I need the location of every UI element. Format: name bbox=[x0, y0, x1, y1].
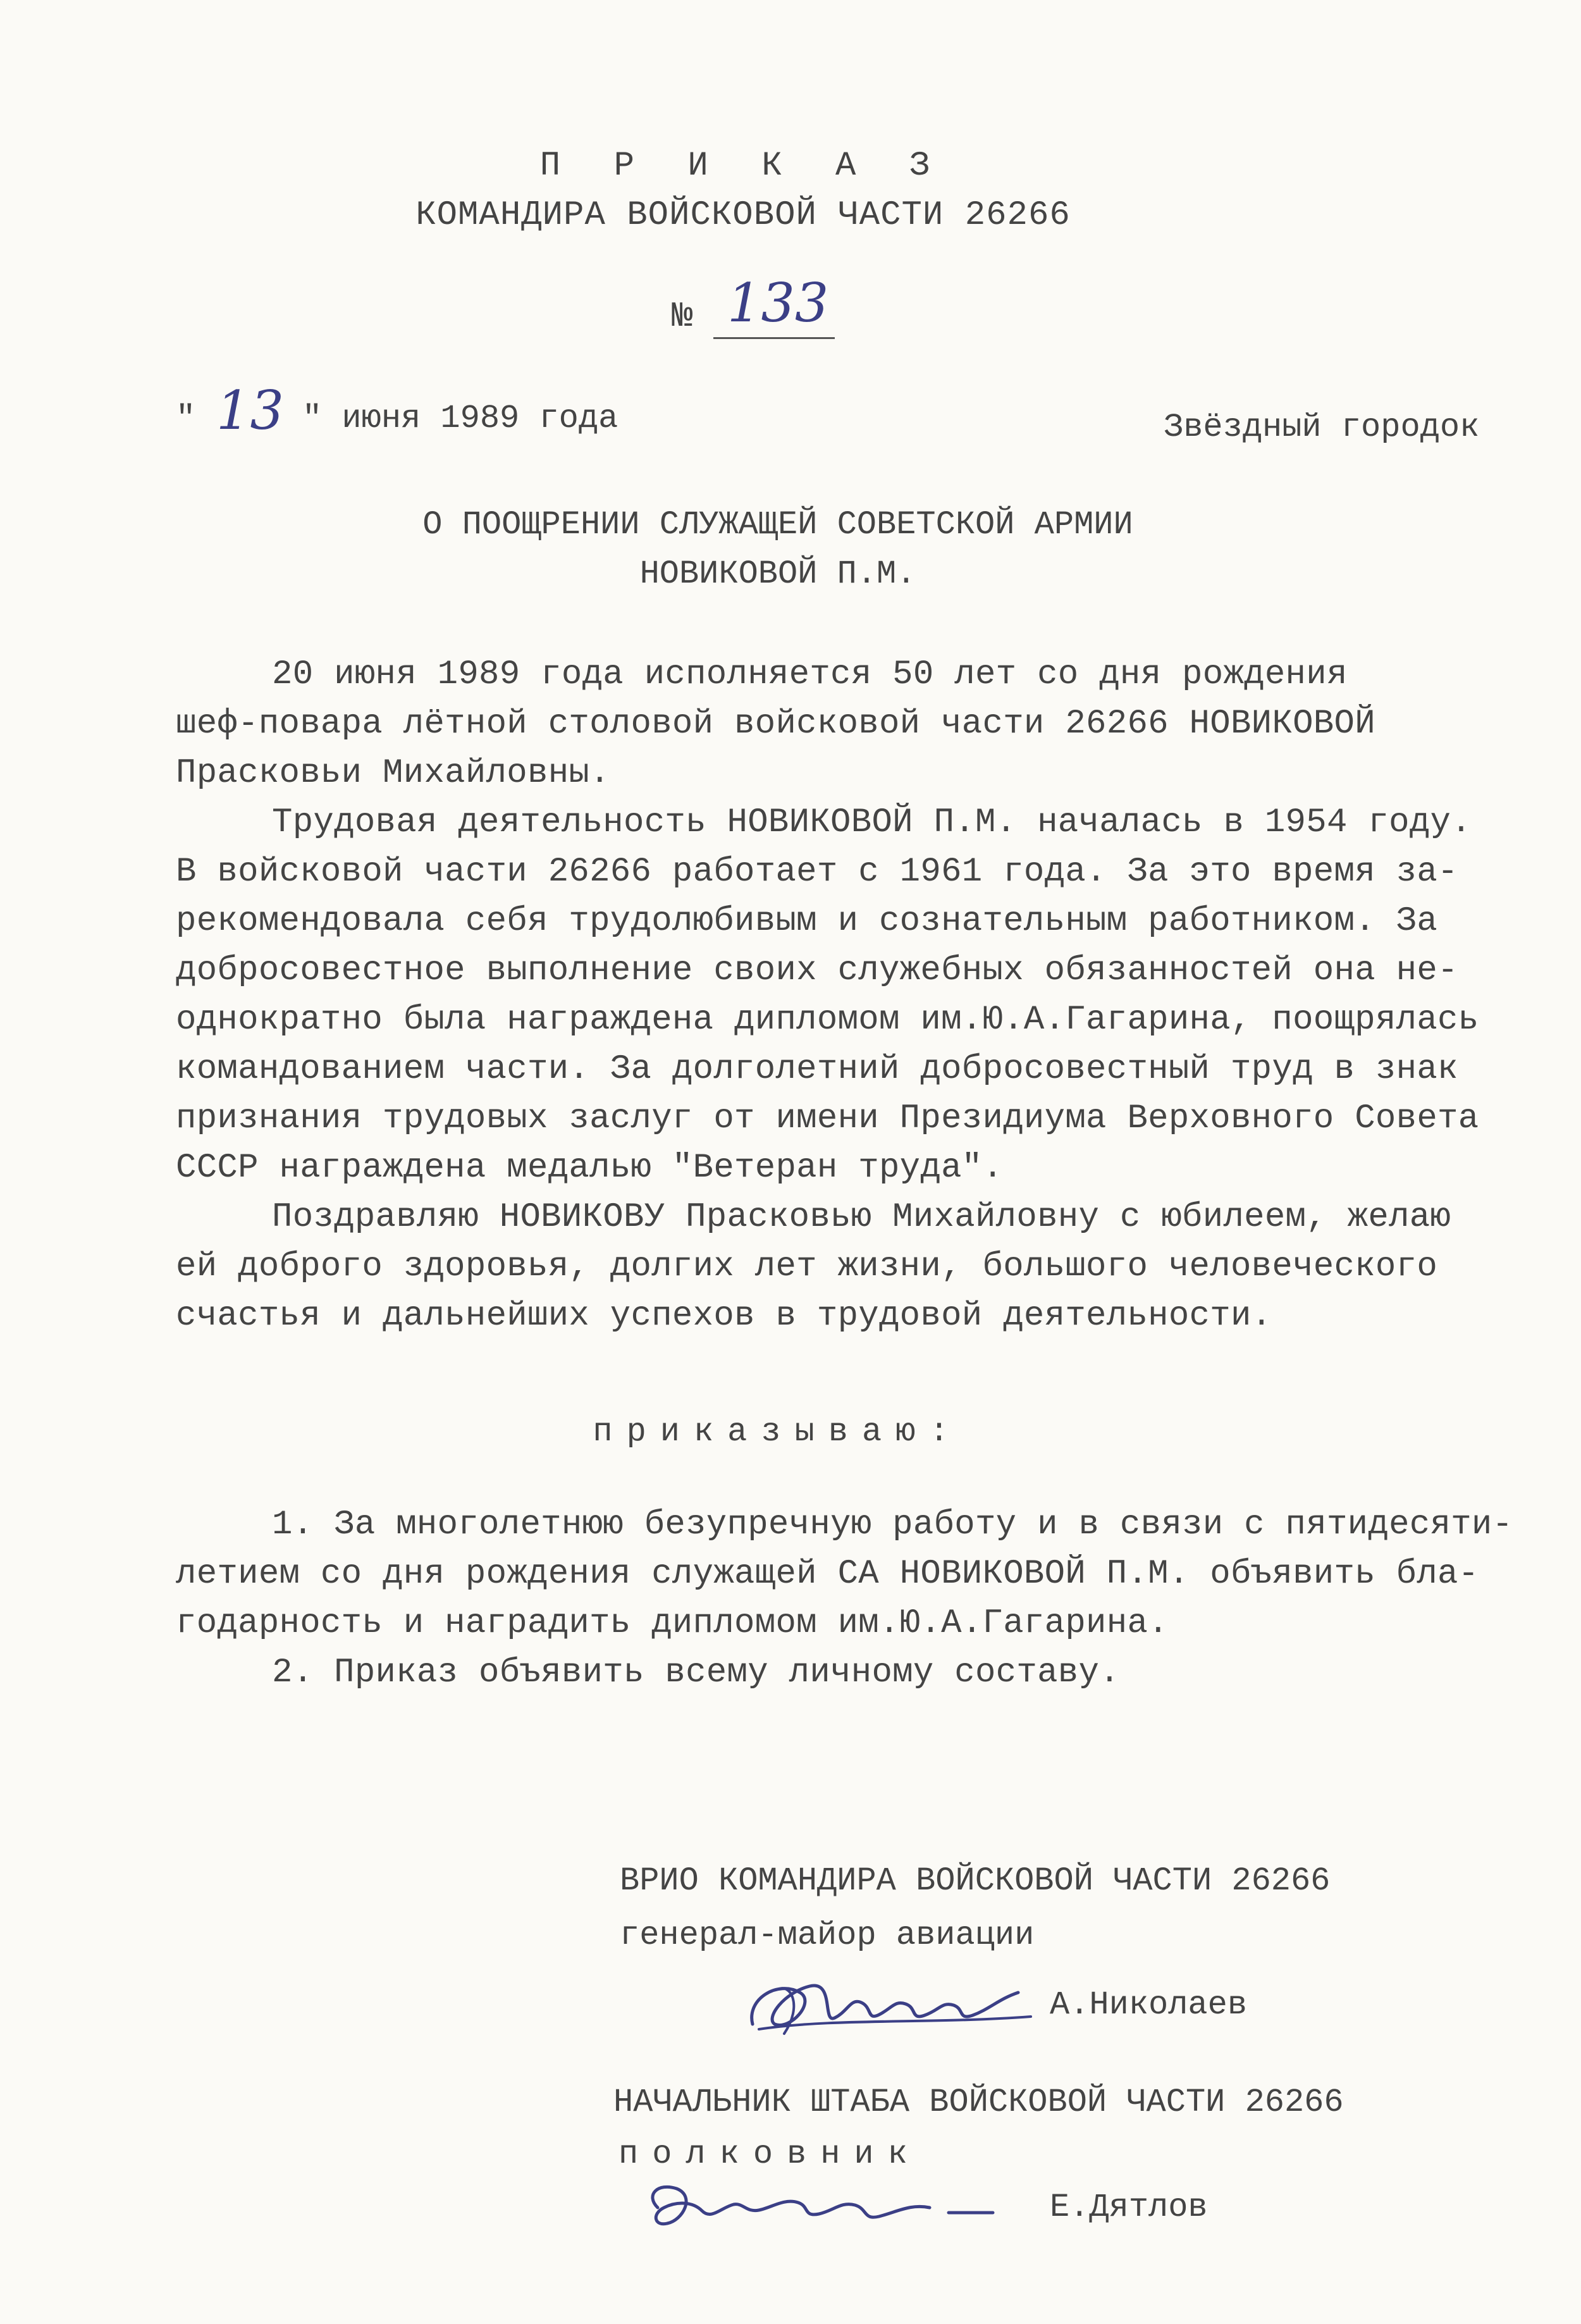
body-line: 20 июня 1989 года исполняется 50 лет со дня рождения bbox=[272, 655, 1348, 694]
order-item-line: 1. За многолетнюю безупречную работу и в связи с пятидесяти- bbox=[272, 1505, 1513, 1544]
date-place: Звёздный городок bbox=[1164, 409, 1480, 446]
signatory-1-rank: генерал-майор авиации bbox=[620, 1917, 1035, 1954]
order-word: приказываю: bbox=[593, 1413, 963, 1450]
body-line: однократно была награждена дипломом им.Ю.А.Гагарина, поощрялась bbox=[176, 1001, 1479, 1039]
order-item-line: годарность и наградить дипломом им.Ю.А.Гагарина. bbox=[176, 1604, 1169, 1643]
body-line: В войсковой части 26266 работает с 1961 года. За это время за- bbox=[176, 853, 1458, 891]
body-line: командованием части. За долголетний добросовестный труд в знак bbox=[176, 1050, 1458, 1089]
body-line: шеф-повара лётной столовой войсковой части 26266 НОВИКОВОЙ bbox=[176, 705, 1375, 743]
order-number-label: № bbox=[672, 296, 693, 337]
document-title: П Р И К А З bbox=[539, 147, 947, 185]
signatory-2-name: Е.Дятлов bbox=[1050, 2189, 1208, 2226]
date-month-year: " июня 1989 года bbox=[302, 400, 618, 437]
signatory-2-rank: полковник bbox=[618, 2135, 921, 2173]
body-line: ей доброго здоровья, долгих лет жизни, большого человеческого bbox=[176, 1247, 1438, 1286]
signature-1 bbox=[740, 1955, 1056, 2049]
body-line: Трудовая деятельность НОВИКОВОЙ П.М. началась в 1954 году. bbox=[272, 803, 1472, 842]
document-subtitle: КОМАНДИРА ВОЙСКОВОЙ ЧАСТИ 26266 bbox=[415, 196, 1071, 235]
signature-2 bbox=[632, 2163, 1012, 2252]
body-line: признания трудовых заслуг от имени Президиума Верховного Совета bbox=[176, 1099, 1479, 1138]
signatory-1-name: А.Николаев bbox=[1050, 1986, 1248, 2024]
order-number: 133 bbox=[727, 272, 829, 334]
subject-line-2: НОВИКОВОЙ П.М. bbox=[639, 555, 916, 593]
date-open-quote: " bbox=[176, 400, 196, 437]
order-number-underline bbox=[713, 337, 835, 339]
signatory-1-title: ВРИО КОМАНДИРА ВОЙСКОВОЙ ЧАСТИ 26266 bbox=[620, 1862, 1331, 1900]
signatory-2-title: НАЧАЛЬНИК ШТАБА ВОЙСКОВОЙ ЧАСТИ 26266 bbox=[613, 2084, 1344, 2121]
order-item-line: летием со дня рождения служащей СА НОВИКОВОЙ П.М. объявить бла- bbox=[176, 1555, 1479, 1593]
subject-line-1: О ПООЩРЕНИИ СЛУЖАЩЕЙ СОВЕТСКОЙ АРМИИ bbox=[422, 506, 1133, 543]
order-item-line: 2. Приказ объявить всему личному составу. bbox=[272, 1653, 1120, 1692]
body-line: счастья и дальнейших успехов в трудовой деятельности. bbox=[176, 1297, 1272, 1335]
body-line: СССР награждена медалью "Ветеран труда". bbox=[176, 1149, 1004, 1187]
body-line: Поздравляю НОВИКОВУ Прасковью Михайловну с юбилеем, желаю bbox=[272, 1198, 1451, 1237]
body-line: рекомендовала себя трудолюбивым и сознательным работником. За bbox=[176, 902, 1438, 941]
date-day: 13 bbox=[216, 380, 284, 442]
body-line: Прасковьи Михайловны. bbox=[176, 754, 610, 793]
body-line: добросовестное выполнение своих служебных обязанностей она не- bbox=[176, 951, 1458, 990]
